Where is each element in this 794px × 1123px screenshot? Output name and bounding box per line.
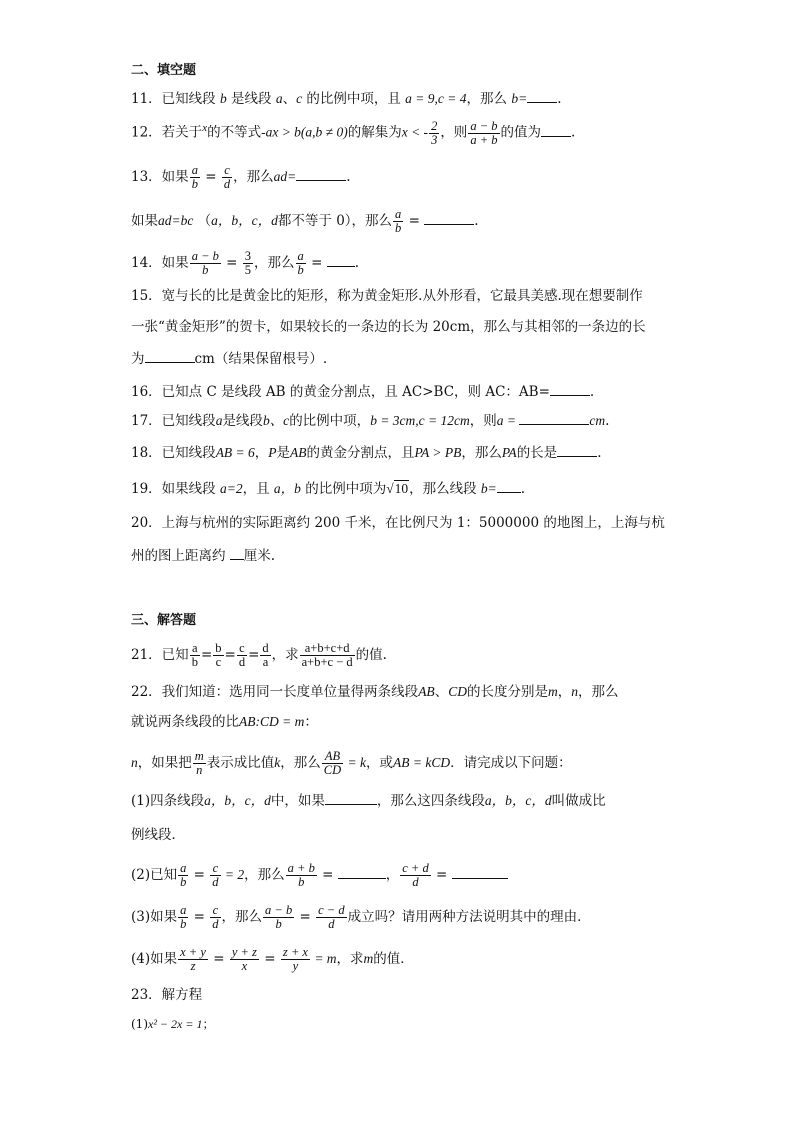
section-heading-answer: 三、解答题 bbox=[131, 613, 197, 628]
question-15-line-2: 一张“黄金矩形”的贺卡，如果较长的一条边的长为 20cm，那么与其相邻的一条边的长 bbox=[131, 319, 646, 335]
question-15-line-1: 15．宽与长的比是黄金比的矩形，称为黄金矩形.从外形看，它最具美感.现在想要制作 bbox=[131, 288, 643, 304]
question-18: 18．已知线段AB = 6，P是AB的黄金分割点，且PA > PB，那么PA的长是 . bbox=[131, 442, 601, 462]
answer-blank bbox=[541, 122, 571, 137]
question-23-title: 23．解方程 bbox=[131, 987, 203, 1003]
answer-blank bbox=[527, 88, 557, 103]
question-16: 16．已知点 C 是线段 AB 的黄金分割点，且 AC>BC，则 AC：AB= . bbox=[131, 381, 594, 401]
question-22-line-3: n，如果把 $\frac{m}{n}$ 表示成比值k，那么 $\frac{AB}{CD}$ = k，或AB = kCD．请完成以下问题： bbox=[131, 749, 572, 777]
question-23-part-1: (1)x² − 2x = 1； bbox=[131, 1017, 215, 1031]
question-22-part-2: (2)已知 $\frac{a}{b}$ = $\frac{c}{d}$ = 2，那么 $\frac{a + b}{b}$ = ， $\frac{c + d}{d}$ = bbox=[131, 862, 508, 889]
question-20-line-2: 州的图上距离约 厘米. bbox=[131, 545, 275, 565]
question-22-part-4: (4)如果 $\frac{x + y}{z}$ = $\frac{y + z}{x}$ = $\frac{z + x}{y}$ = m，求m的值． bbox=[131, 945, 414, 973]
answer-blank bbox=[519, 410, 589, 425]
question-21: 21．已知 $\frac{a}{b}$ = $\frac{b}{c}$ = $\frac{c}{d}$ = $\frac{d}{a}$ ，求 $\frac{a+b+c+d}{a+b+c - d}$ 的值. bbox=[131, 641, 387, 669]
question-11: 11．已知线段 b 是线段 a、c 的比例中项，且 a = 9,c = 4，那么 b= . bbox=[131, 88, 561, 108]
answer-blank bbox=[296, 166, 346, 181]
question-17: 17．已知线段a是线段b、c的比例中项，b = 3cm,c = 12cm，则a = cm. bbox=[131, 410, 609, 430]
sqrt-ten: √10 bbox=[386, 481, 409, 496]
question-22-part-1-cont: 例线段． bbox=[131, 827, 185, 843]
answer-blank bbox=[452, 864, 508, 879]
fraction-sum-over-diff: $\frac{a+b+c+d}{a+b+c - d}$ bbox=[301, 641, 353, 669]
question-19: 19．如果线段 a=2，且 a，b 的比例中项为√10，那么线段 b= . bbox=[131, 478, 525, 498]
answer-blank bbox=[145, 348, 195, 363]
question-14: 14．如果 $\frac{a - b}{b}$ = $\frac{3}{5}$ ，那么 $\frac{a}{b}$ = . bbox=[131, 249, 359, 277]
answer-blank bbox=[557, 442, 597, 457]
answer-blank bbox=[338, 864, 386, 879]
question-20-line-1: 20．上海与杭州的实际距离约 200 千米，在比例尺为 1：5000000 的地图上，上海与杭 bbox=[131, 515, 665, 531]
question-22-line-2: 就说两条线段的比AB:CD = m： bbox=[131, 714, 318, 730]
answer-blank bbox=[424, 210, 474, 225]
question-22-line-1: 22．我们知道：选用同一长度单位量得两条线段AB、CD的长度分别是m，n，那么 bbox=[131, 684, 619, 700]
fraction-a-minus-b-over-a-plus-b: $\frac{a - b}{a + b}$ bbox=[470, 118, 498, 147]
question-22-part-1: (1)四条线段a，b，c，d中，如果 ，那么这四条线段a，b，c，d叫做成比 bbox=[131, 790, 606, 810]
question-13-part-b: 如果ad=bc （a，b，c，d都不等于 0），那么 $\frac{a}{b}$ = . bbox=[131, 207, 479, 235]
question-15-line-3: 为 cm（结果保留根号）. bbox=[131, 348, 327, 368]
section-heading-fill: 二、填空题 bbox=[131, 63, 197, 78]
answer-blank bbox=[327, 252, 355, 267]
answer-blank bbox=[550, 381, 590, 396]
question-13: 13．如果 $\frac{a}{b}$ = $\frac{c}{d}$ ，那么ad= . bbox=[131, 163, 351, 191]
answer-blank bbox=[497, 478, 521, 493]
answer-blank bbox=[325, 790, 377, 805]
fraction-two-thirds: $\frac{2}{3}$ bbox=[431, 118, 438, 147]
question-22-part-3: (3)如果 $\frac{a}{b}$ = $\frac{c}{d}$ ，那么 $\frac{a - b}{b}$ = $\frac{c - d}{d}$ 成立吗？请用两种方法说明其中的理由． bbox=[131, 903, 591, 931]
question-12: 12．若关于$^x$的不等式-ax > b(a,b ≠ 0)的解集为x < - $\frac{2}{3}$ ，则 $\frac{a - b}{a + b}$ 的值为 . bbox=[131, 118, 576, 147]
answer-blank bbox=[230, 545, 244, 560]
